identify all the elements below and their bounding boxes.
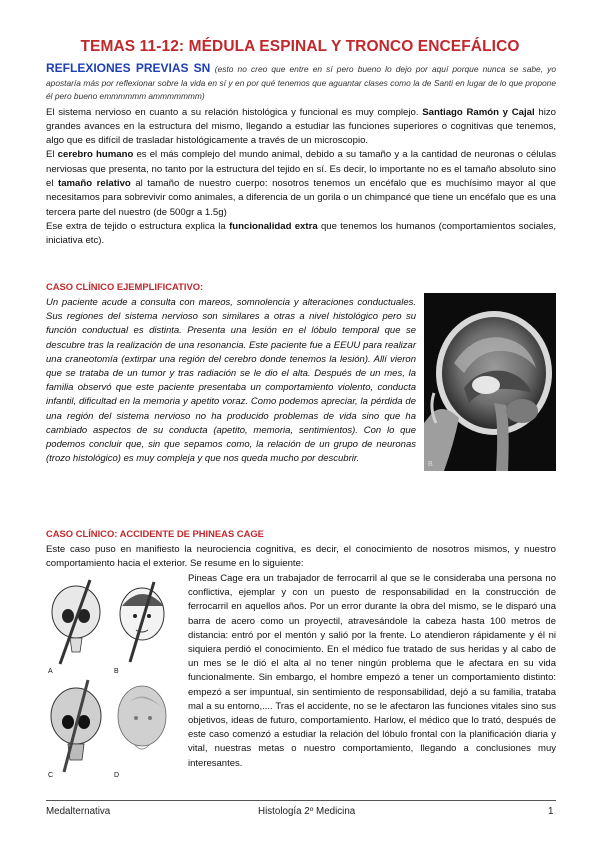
skull-rod-illustration-icon — [46, 576, 174, 784]
skull-a-icon — [52, 580, 100, 664]
head-d-icon — [118, 686, 166, 749]
figure-label-b: B — [114, 668, 119, 675]
phineas-gage-illustration — [46, 576, 174, 784]
reflexiones-paragraph-1 — [46, 106, 556, 149]
caso2-intro: Este caso puso en manifiesto la neurociencia cognitiva, es decir, el conocimiento de nosotros mismos, y nuestro comportamiento hacia el exterior. Se resume en lo siguiente: — [46, 544, 556, 570]
reflexiones-paragraph-2 — [46, 148, 556, 219]
reflexiones-note: (esto no creo que entre en sí pero bueno lo dejo por aquí porque nunca se sabe, yo apostaría más por reflexionar sobre la vida en sí y en por qué tenemos que aguantar clases como la de Santi en lugar de lo que propone él pero bueno emmmmmm ammmmmmm) — [46, 64, 556, 101]
head-b-icon — [120, 582, 164, 662]
mri-scan-image — [424, 293, 556, 471]
footer-center: Histología 2º Medicina — [258, 806, 356, 817]
text-run: El — [46, 149, 55, 161]
mri-label: B — [428, 461, 433, 468]
reflexiones-section — [46, 62, 556, 248]
text-run: que tenemos los humanos (comportamientos sociales, iniciativa etc). — [46, 220, 557, 247]
text-run: al tamaño de nuestro cuerpo: nosotros tenemos un encéfalo que es muchísimo mayor al que necesitamos para sobrevivir como animales, a diferencia de un gorila o un chimpancé que tiene un encéfalo que es una tercera parte del nuestro (de 500gr a 1.5g) — [46, 177, 556, 218]
text-run: hizo grandes avances en la estructura del mismo, llegando a estudiar las funciones superiores o cognitivas que tenemos, algo que es difícil de trasladar histológicamente a través de un microscopio. — [46, 106, 556, 147]
caso1-heading: CASO CLÍNICO EJEMPLIFICATIVO: — [46, 281, 204, 292]
bold-run: cerebro humano — [57, 149, 134, 161]
footer-divider — [46, 800, 556, 801]
caso2-text: Pineas Cage era un trabajador de ferrocarril al que se le consideraba una persona no conflictiva, ejemplar y con un puesto de responsabilidad en la construcción de ferrocarril en aquellos años. Por un error durante la obra del mismo, se le disparó una barra de acero como un proyectil, atravesándole la cabeza hasta 100 metros de distancia: entró por el mentón y salió por la frente. Lo atendieron rápidamente y él ni siquiera perdió el conocimiento. En el médico fue tratado de sus heridas y al cabo de un mes se le dió el alta al no tener ningún problema que le afectara en su vida funcionalmente. Sin embargo, el hombre empezó a tener un comportamiento distinto: empezó a ser impuntual, sin sentimiento de responsabilidad, dejó a su familia, trataba mal a su entorno,.... Tras el accidente, no se le afectaron las funciones vitales sino sus objetivos, ideas de futuro, comportamiento. Harlow, el médico que lo trató, después de este caso comenzó a estudiar la relación del lóbulo frontal con la planificación diaria y vital, nuestras metas o nuestro comportamiento, llegando a conclusiones muy interesantes. — [188, 573, 556, 769]
text-run: Ese extra de tejido o estructura explica la — [46, 220, 226, 232]
figure-label-a: A — [48, 668, 53, 675]
bold-run: tamaño relativo — [58, 177, 131, 189]
figure-label-d: D — [114, 772, 120, 779]
skull-c-icon — [51, 680, 101, 772]
reflexiones-heading: REFLEXIONES PREVIAS SN — [46, 61, 211, 75]
page-title: TEMAS 11-12: MÉDULA ESPINAL Y TRONCO ENCEFÁLICO — [80, 38, 520, 55]
caso2-heading: CASO CLÍNICO: ACCIDENTE DE PHINEAS CAGE — [46, 528, 264, 539]
caso1-text: Un paciente acude a consulta con mareos, somnolencia y alteraciones conductuales. Sus regiones del sistema nervioso son similares a otras a nivel histológico pero su función conductual es distinta. Presenta una lesión en el lóbulo temporal que se descubre tras la realización de una resonancia. Este paciente fue a EEUU para realizar una craneotomía (extirpar una región del cerebro donde tenemos la lesión). Allí vieron que se trataba de un tumor y tras radiación se le dio el alta. Después de un mes, la familia observó que este paciente presentaba un comportamiento violento, conducta infantil, dificultad en la memoria y apetito voraz. Como podemos apreciar, la pérdida de una región del sistema nervioso no ha producido problemas de vida sino que ha cambiado aspectos de su conducta (apetito, memoria, sentimientos). Con lo que podemos concluir que, sin que sepamos como, la relación de un grupo de neuronas (trozo histológico) es muy compleja y que nos queda mucho por descubrir. — [46, 297, 416, 465]
footer-left: Medalternativa — [46, 806, 111, 817]
bold-run: Santiago Ramón y Cajal — [422, 106, 535, 118]
text-run: es el más complejo del mundo animal, debido a su tamaño y a la cantidad de neuronas o células nerviosas que presenta, no tanto por la estructura del tejido en sí. Es decir, lo importante no es el tamaño absoluto sino el — [46, 149, 557, 189]
reflexiones-paragraph-3 — [46, 220, 556, 249]
bold-run: funcionalidad extra — [229, 220, 318, 232]
mri-brain-sagittal-icon — [424, 293, 556, 471]
figure-label-c: C — [48, 772, 54, 779]
page-number: 1 — [548, 806, 554, 817]
text-run: El sistema nervioso en cuanto a su relación histológica y funcional es muy complejo. — [46, 106, 419, 118]
